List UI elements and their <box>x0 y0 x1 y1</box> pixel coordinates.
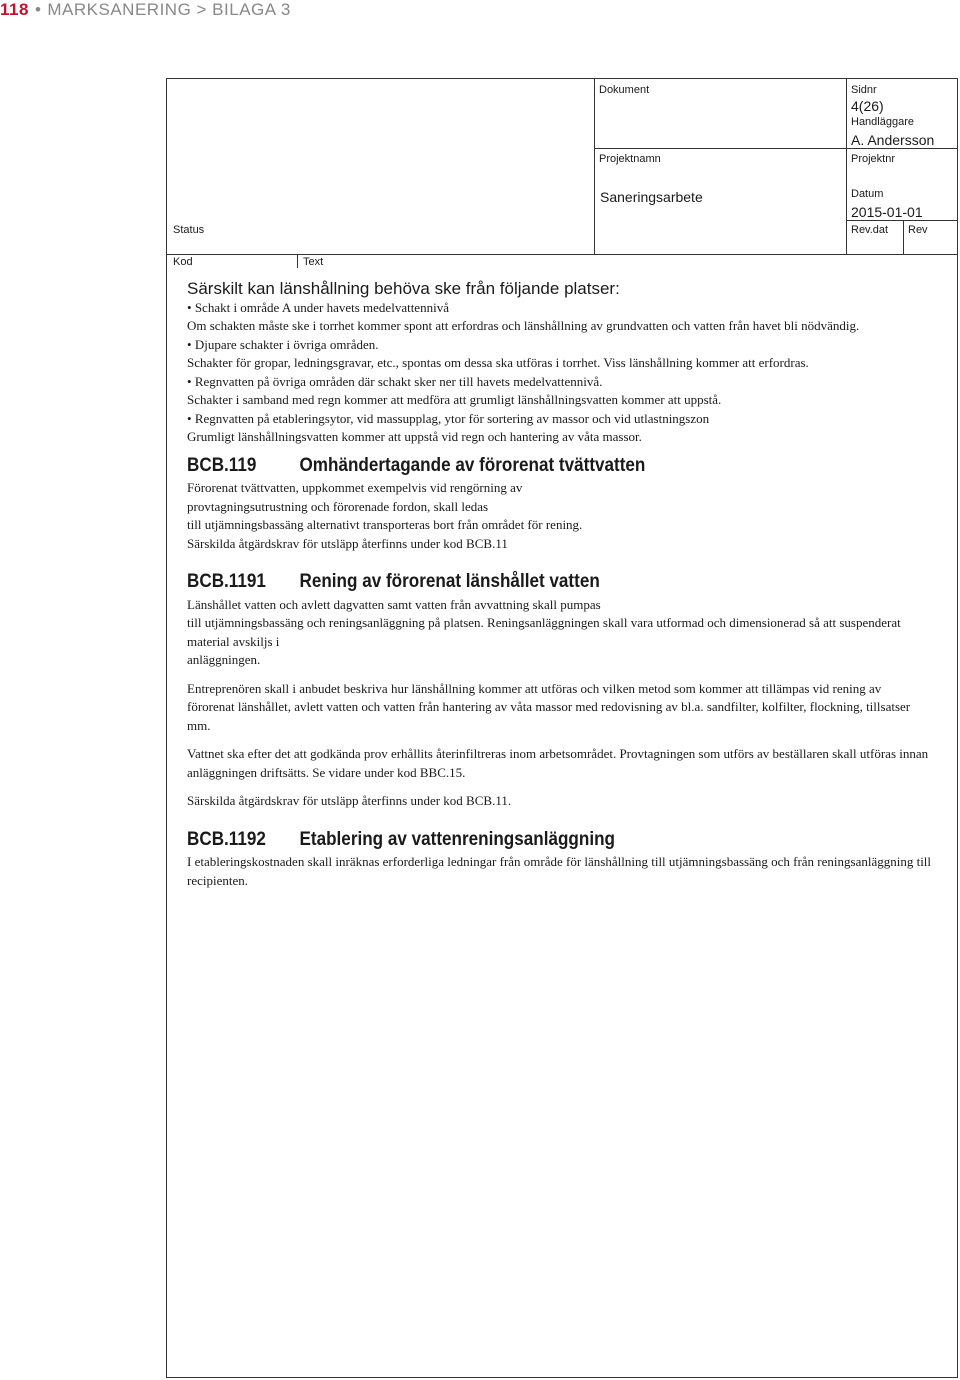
document-body <box>187 280 932 890</box>
grid-line <box>594 148 958 149</box>
grid-line <box>846 220 958 221</box>
value-projektnamn: Saneringsarbete <box>600 189 703 205</box>
label-rev: Rev <box>908 224 928 236</box>
grid-line <box>846 78 847 254</box>
section-paragraph: Entreprenören skall i anbudet beskriva hur länshållning kommer att utföras och vilken metod som kommer att tillämpas vid rening av förorenat länshållet, avlett vatten och vatten från hantering av våta massor med redovisning av bl.a. sandfilter, kolfilter, flockning, tillsatser mm. <box>187 680 911 733</box>
section-title: Rening av förorenat länshållet vatten <box>299 571 600 592</box>
section-title: Omhändertagande av förorenat tvättvatten <box>299 454 646 476</box>
section-line: Särskilda åtgärdskrav för utsläpp återfinns under kod BCB.11 <box>187 535 508 551</box>
running-title: MARKSANERING > BILAGA 3 <box>47 0 291 19</box>
section-title: Etablering av vattenreningsanläggning <box>299 828 615 850</box>
section-paragraph: Särskilda åtgärdskrav för utsläpp återfinns under kod BCB.11. <box>187 793 512 808</box>
grid-line <box>297 254 298 268</box>
body-line: • Djupare schakter i övriga områden. <box>187 336 932 355</box>
section-line: Länshållet vatten och avlett dagvatten samt vatten från avvattning skall pumpas <box>187 596 601 612</box>
grid-line <box>903 220 904 254</box>
label-projektnamn: Projektnamn <box>599 153 661 165</box>
grid-line <box>166 254 958 255</box>
section-line: provtagningsutrustning och förorenade fordon, skall ledas <box>187 498 489 514</box>
body-line: Om schakten måste ske i torrhet kommer spont att erfordras och länshållning av grundvatten och vatten från havet bli nödvändig. <box>187 318 860 333</box>
body-line: Schakter för gropar, ledningsgravar, etc., spontas om dessa ska utföras i torrhet. Viss länshållning kommer att erfordras. <box>187 355 809 370</box>
value-sidnr: 4(26) <box>851 98 884 114</box>
label-handlaggare: Handläggare <box>851 116 914 128</box>
section-line: I etableringskostnaden skall inräknas erforderliga ledningar från område för länshållning till utjämningsbassäng och från reningsanläggning till recipienten. <box>187 854 932 888</box>
label-dokument: Dokument <box>599 84 650 96</box>
page-number: 118 <box>0 0 29 19</box>
section-line: Förorenat tvättvatten, uppkommet exempelvis vid rengörning av <box>187 480 523 495</box>
bullet-separator: • <box>34 0 42 19</box>
body-line: • Schakt i område A under havets medelvattennivå <box>187 299 932 318</box>
section-heading <box>187 573 858 592</box>
body-line: Schakter i samband med regn kommer att medföra att grumligt länshållningsvatten kommer att uppstå. <box>187 392 722 407</box>
value-datum: 2015-01-01 <box>851 204 923 220</box>
section-paragraph: Vattnet ska efter det att godkända prov erhållits återinfiltreras inom arbetsområdet. Provtagningen som utförs av beställaren skall utföras innan anläggningen driftsätts. Se vidare under kod BBC.15. <box>187 746 929 780</box>
section-line: till utjämningsbassäng och reningsanläggning på platsen. Reningsanläggningen skall vara utformad och dimensionerad så att suspenderat material avskiljs i <box>187 615 901 649</box>
section-code: BCB.1191 <box>187 571 266 592</box>
label-kod: Kod <box>173 256 193 268</box>
value-handlaggare: A. Andersson <box>851 132 935 148</box>
label-sidnr: Sidnr <box>851 84 877 96</box>
section-heading <box>187 828 858 850</box>
label-projektnr: Projektnr <box>851 153 896 165</box>
body-line: Grumligt länshållningsvatten kommer att uppstå vid regn och hantering av våta massor. <box>187 429 642 444</box>
section-code: BCB.1192 <box>187 828 266 850</box>
section-line: till utjämningsbassäng alternativt transporteras bort från området för rening. <box>187 517 583 532</box>
section-code: BCB.119 <box>187 454 257 476</box>
section-heading <box>187 454 858 476</box>
intro-heading: Särskilt kan länshållning behöva ske från följande platser: <box>187 279 620 298</box>
label-text: Text <box>303 256 324 268</box>
label-datum: Datum <box>851 188 884 200</box>
grid-line <box>594 78 595 254</box>
section-line: anläggningen. <box>187 652 261 667</box>
running-header <box>0 0 291 20</box>
label-status: Status <box>173 224 205 236</box>
label-revdat: Rev.dat <box>851 224 889 236</box>
body-line: • Regnvatten på övriga områden där schakt sker ner till havets medelvattennivå. <box>187 373 932 392</box>
body-line: • Regnvatten på etableringsytor, vid massupplag, ytor för sortering av massor och vid utlastningszon <box>187 410 932 429</box>
grid-line <box>594 78 958 79</box>
